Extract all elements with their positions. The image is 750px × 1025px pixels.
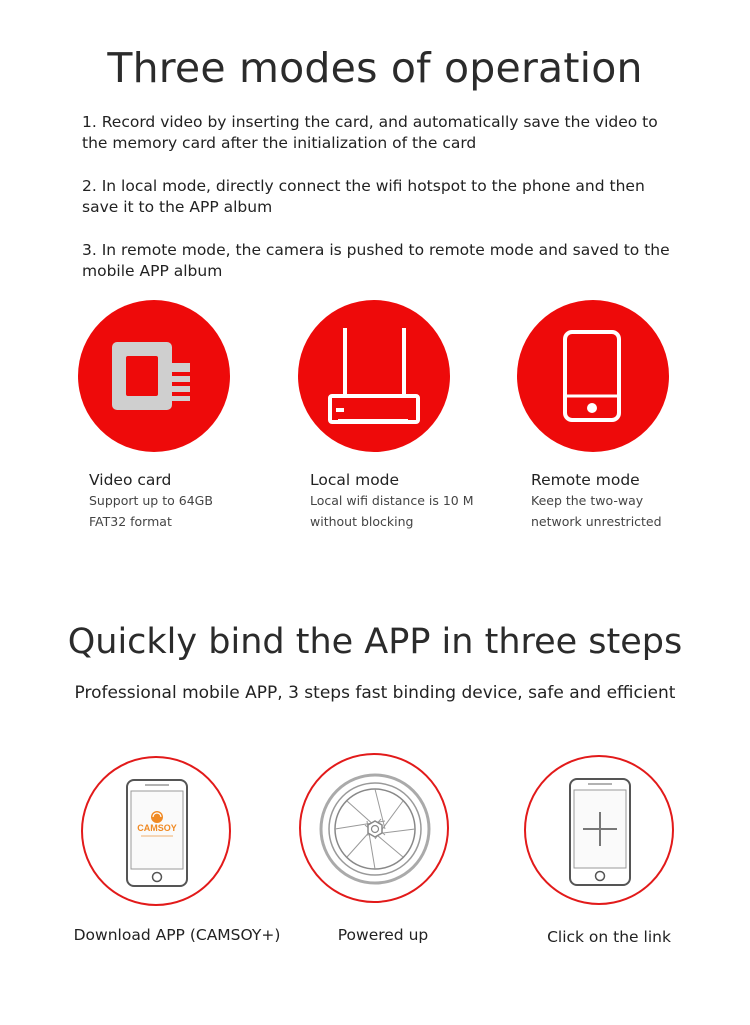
step-label-link: Click on the link — [547, 928, 671, 946]
router-icon — [298, 300, 450, 452]
feature-desc-remote-mode-2: network unrestricted — [531, 514, 662, 529]
feature-desc-remote-mode-1: Keep the two-way — [531, 493, 644, 508]
feature-circle-remote-mode — [517, 300, 669, 452]
section-subtitle-bind-app: Professional mobile APP, 3 steps fast binding device, safe and efficient — [74, 683, 676, 703]
feature-circle-local-mode — [298, 300, 450, 452]
feature-desc-video-card-2: FAT32 format — [89, 514, 172, 529]
section-title-bind-app: Quickly bind the APP in three steps — [67, 622, 683, 662]
sd-card-icon — [78, 300, 230, 452]
camera-lens-icon — [301, 755, 451, 905]
mode-description-3: 3. In remote mode, the camera is pushed to remote mode and saved to the mobile APP album — [82, 241, 670, 280]
feature-desc-local-mode-1: Local wifi distance is 10 M — [310, 493, 474, 508]
feature-title-video-card: Video card — [89, 471, 172, 489]
mode-description-2: 2. In local mode, directly connect the wifi hotspot to the phone and then save it to the APP album — [82, 177, 645, 216]
step-circle-link — [524, 755, 674, 905]
step-circle-power — [299, 753, 449, 903]
section-title-modes: Three modes of operation — [107, 44, 643, 92]
feature-circle-video-card — [78, 300, 230, 452]
step-circle-download — [81, 756, 231, 906]
mode-description-1: 1. Record video by inserting the card, and automatically save the video to the memory card after the initialization of the card — [82, 113, 658, 152]
camsoy-logo-text: CAMSOY — [137, 823, 177, 833]
step-label-download: Download APP (CAMSOY+) — [73, 926, 281, 944]
feature-title-remote-mode: Remote mode — [531, 471, 640, 489]
feature-desc-local-mode-2: without blocking — [310, 514, 414, 529]
step-label-power: Powered up — [337, 926, 429, 944]
phone-app-icon — [83, 758, 233, 908]
phone-plus-icon — [526, 757, 676, 907]
feature-desc-video-card-1: Support up to 64GB — [89, 493, 213, 508]
smartphone-icon — [517, 300, 669, 452]
feature-title-local-mode: Local mode — [310, 471, 400, 489]
